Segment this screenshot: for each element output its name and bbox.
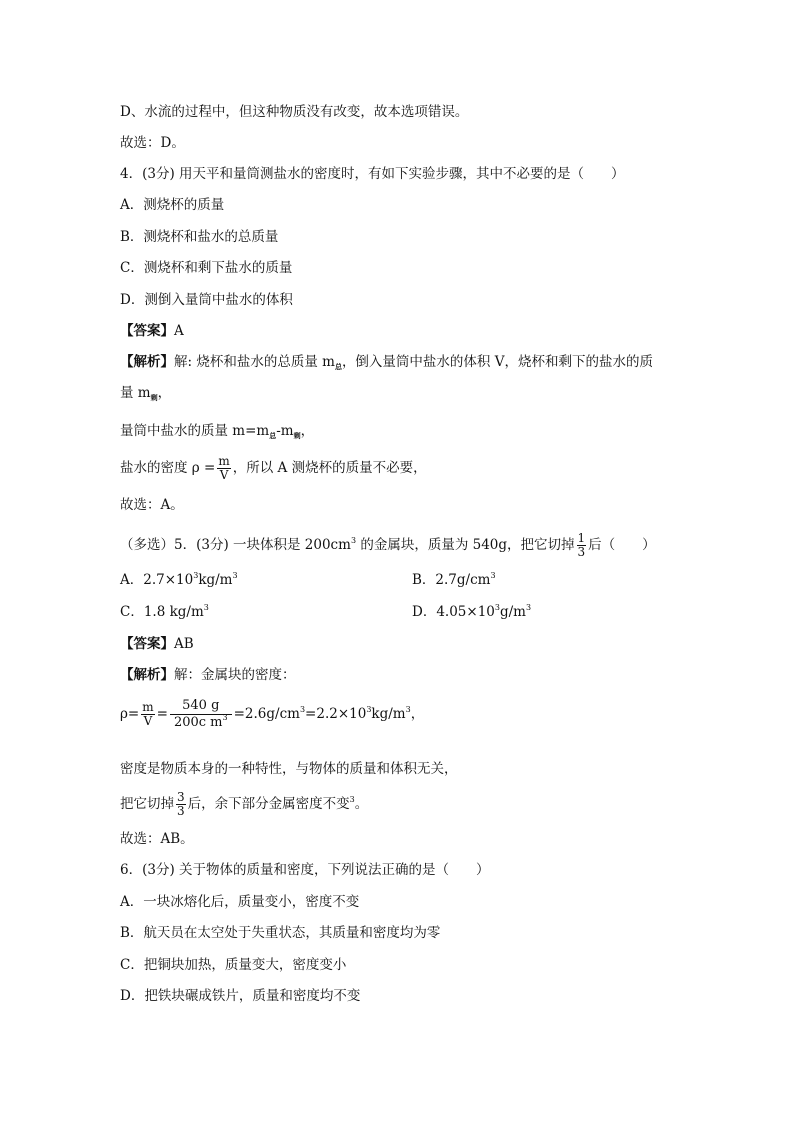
fraction-denominator-text: 200c m	[173, 715, 223, 730]
answer-value: A	[174, 323, 184, 339]
explanation-text: 解：金属块的密度：	[174, 667, 296, 683]
question-4-option-c: C．测烧杯和剩下盐水的质量	[120, 260, 293, 276]
question-4-stem: 4．(3分) 用天平和量筒测盐水的密度时，有如下实验步骤，其中不必要的是（ ）	[120, 166, 625, 182]
question-4-option-d: D．测倒入量筒中盐水的体积	[120, 292, 293, 308]
question-5-answer	[120, 635, 194, 653]
answer-tag: 【答案】	[120, 323, 174, 339]
superscript: 3	[222, 713, 228, 722]
explanation-text: 量筒中盐水的质量 m=m	[120, 423, 270, 439]
question-4-option-b: B．测烧杯和盐水的总质量	[120, 229, 279, 245]
explanation-text: 盐水的密度 ρ =	[120, 460, 216, 476]
question-5-explanation-line-1	[120, 666, 296, 684]
fraction-denominator	[170, 715, 232, 731]
explanation-text: -m	[276, 423, 294, 439]
fraction	[141, 701, 154, 728]
superscript: 3	[349, 795, 355, 804]
question-5-explanation-line-3: 密度是物质本身的一种特性，与物体的质量和体积无关，	[120, 761, 458, 777]
option-d-explanation: D、水流的过程中，但这种物质没有改变，故本选项错误。	[120, 104, 469, 120]
question-6-option-d: D．把铁块碾成铁片，质量和密度均不变	[120, 988, 361, 1004]
question-4-option-a: A．测烧杯的质量	[120, 197, 225, 213]
question-5-option-d	[412, 603, 531, 621]
fraction-denominator: V	[219, 468, 229, 482]
option-text: D．4.05×10	[412, 604, 495, 620]
superscript: 3	[350, 536, 357, 545]
answer-value: AB	[174, 636, 194, 652]
option-text: B．2.7g/cm	[412, 572, 491, 588]
option-text: C．1.8 kg/m	[120, 604, 204, 620]
option-text: A．2.7×10	[120, 572, 194, 588]
superscript: 3	[494, 603, 500, 612]
fraction-denominator: 3	[177, 804, 185, 818]
option-text: g/m	[499, 604, 526, 620]
question-6-option-c: C．把铜块加热，质量变大，密度变小	[120, 957, 347, 973]
formula-text: =2.6g/cm	[233, 706, 300, 722]
explanation-text: 解: 烧杯和盐水的总质量 m	[174, 354, 335, 370]
fraction	[217, 455, 230, 482]
question-4-explanation-line-3	[120, 422, 314, 440]
fraction	[577, 532, 587, 559]
question-4-selection: 故选：A。	[120, 497, 184, 513]
question-5-selection: 故选：AB。	[120, 831, 194, 847]
explanation-tag: 【解析】	[120, 354, 174, 370]
explanation-tag: 【解析】	[120, 667, 174, 683]
superscript: 3	[405, 705, 411, 714]
question-5-option-b	[412, 571, 496, 589]
question-5-stem	[120, 532, 656, 559]
question-5-formula	[120, 698, 424, 731]
question-4-explanation-line-4	[120, 455, 427, 482]
superscript: 3	[232, 571, 238, 580]
formula-text: ρ=	[120, 706, 140, 722]
question-4-answer	[120, 322, 184, 340]
superscript: 3	[193, 571, 199, 580]
answer-selection: 故选：D。	[120, 135, 185, 151]
explanation-text: 把它切掉	[120, 796, 174, 812]
question-4-explanation-line-1	[120, 353, 653, 371]
question-6-option-a: A．一块冰熔化后，质量变小，密度不变	[120, 894, 360, 910]
question-5-option-a	[120, 571, 238, 589]
fraction	[170, 698, 232, 731]
stem-text: 后（ ）	[588, 537, 656, 553]
fraction	[176, 791, 186, 818]
superscript: 3	[490, 571, 496, 580]
subscript: 总	[334, 362, 342, 371]
fraction-numerator: 540 g	[170, 698, 232, 715]
fraction-denominator: 3	[577, 545, 586, 559]
fraction-numerator: m	[142, 700, 154, 714]
explanation-text: 量 m	[120, 385, 151, 401]
formula-text: kg/m	[371, 706, 406, 722]
formula-text: =	[156, 706, 168, 722]
subscript: 总	[269, 431, 277, 440]
superscript: 3	[203, 603, 209, 612]
superscript: 3	[525, 603, 532, 612]
fraction-numerator: 1	[577, 531, 586, 545]
explanation-text: 。	[354, 796, 369, 812]
formula-text: ，	[410, 706, 425, 722]
explanation-text: ，	[300, 423, 315, 439]
question-6-stem: 6．(3分) 关于物体的质量和密度，下列说法正确的是（ ）	[120, 862, 490, 878]
question-4-explanation-line-2	[120, 384, 171, 402]
answer-tag: 【答案】	[120, 636, 174, 652]
question-5-option-c	[120, 603, 209, 621]
subscript: 剩	[293, 431, 301, 440]
formula-text: =2.2×10	[305, 706, 367, 722]
stem-text: （多选）5．(3分) 一块体积是 200cm	[120, 537, 351, 553]
explanation-text: ，所以 A 测烧杯的质量不必要，	[232, 460, 427, 476]
explanation-text: ，倒入量筒中盐水的体积 V，烧杯和剩下的盐水的质	[341, 354, 653, 370]
question-5-explanation-line-4	[120, 791, 368, 818]
superscript: 3	[299, 705, 306, 714]
superscript: 3	[366, 705, 372, 714]
subscript: 剩	[150, 393, 158, 402]
explanation-text: ，	[157, 385, 172, 401]
fraction-numerator: m	[218, 454, 230, 468]
stem-text: 的金属块，质量为 540g，把它切掉	[356, 537, 575, 553]
option-text: kg/m	[198, 572, 233, 588]
question-6-option-b: B．航天员在太空处于失重状态，其质量和密度均为零	[120, 925, 441, 941]
explanation-text: 后，余下部分金属密度不变	[187, 796, 350, 812]
fraction-denominator: V	[143, 714, 153, 728]
fraction-numerator: 3	[177, 790, 185, 804]
